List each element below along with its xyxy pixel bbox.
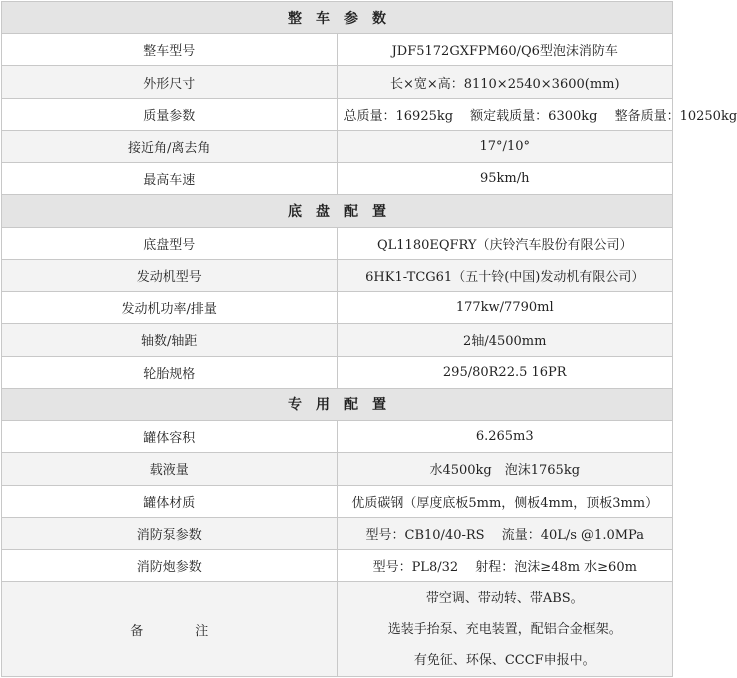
row-value: 177kw/7790ml	[337, 292, 673, 324]
table-row	[2, 453, 673, 485]
section-header-chassis	[2, 195, 673, 227]
row-value: QL1180EQFRY（庆铃汽车股份有限公司）	[337, 227, 673, 259]
remarks-line: 有免征、环保、CCCF申报中。	[413, 652, 596, 668]
row-label: 接近角/离去角	[2, 130, 338, 162]
section-title: 底 盘 配 置	[2, 195, 673, 227]
section-title: 整 车 参 数	[2, 2, 673, 34]
row-value: JDF5172GXFPM60/Q6型泡沫消防车	[337, 34, 673, 66]
row-value: 长×宽×高：8110×2540×3600(mm)	[337, 66, 673, 98]
section-title: 专 用 配 置	[2, 388, 673, 420]
table-row	[2, 292, 673, 324]
row-label: 罐体材质	[2, 485, 338, 517]
table-row	[2, 259, 673, 291]
row-label: 发动机型号	[2, 259, 338, 291]
row-value: 17°/10°	[337, 130, 673, 162]
table-row	[2, 549, 673, 581]
row-label: 消防炮参数	[2, 549, 338, 581]
table-row	[2, 227, 673, 259]
table-row	[2, 517, 673, 549]
row-label: 罐体容积	[2, 421, 338, 453]
remarks-line: 选装手抬泵、充电装置，配铝合金框架。	[387, 621, 622, 637]
row-value: 型号：CB10/40-RS 流量：40L/s @1.0MPa	[337, 517, 673, 549]
table-row	[2, 356, 673, 388]
table-row	[2, 130, 673, 162]
row-value: 6.265m3	[337, 421, 673, 453]
row-value: 水4500kg 泡沫1765kg	[337, 453, 673, 485]
section-header-special	[2, 388, 673, 420]
row-label: 外形尺寸	[2, 66, 338, 98]
row-value: 优质碳钢（厚度底板5mm，侧板4mm，顶板3mm）	[337, 485, 673, 517]
row-value: 总质量：16925kg 额定载质量：6300kg 整备质量：10250kg	[337, 98, 673, 130]
row-label: 轴数/轴距	[2, 324, 338, 356]
remarks-line: 带空调、带动转、带ABS。	[425, 590, 584, 606]
row-value: 6HK1-TCG61（五十铃(中国)发动机有限公司）	[337, 259, 673, 291]
table-row	[2, 485, 673, 517]
section-header-vehicle	[2, 2, 673, 34]
row-value: 2轴/4500mm	[337, 324, 673, 356]
spec-table	[1, 1, 737, 677]
remarks-label: 备 注	[2, 582, 338, 677]
row-label: 最高车速	[2, 163, 338, 195]
row-label: 载液量	[2, 453, 338, 485]
row-label: 发动机功率/排量	[2, 292, 338, 324]
table-row	[2, 421, 673, 453]
remarks-value	[337, 582, 673, 677]
table-row	[2, 66, 673, 98]
row-label: 轮胎规格	[2, 356, 338, 388]
table-row	[2, 34, 673, 66]
table-row	[2, 98, 673, 130]
row-label: 整车型号	[2, 34, 338, 66]
row-label: 质量参数	[2, 98, 338, 130]
row-label: 消防泵参数	[2, 517, 338, 549]
row-label: 底盘型号	[2, 227, 338, 259]
row-value: 型号：PL8/32 射程：泡沫≥48m 水≥60m	[337, 549, 673, 581]
row-value: 295/80R22.5 16PR	[337, 356, 673, 388]
row-value: 95km/h	[337, 163, 673, 195]
table-row	[2, 324, 673, 356]
table-row	[2, 163, 673, 195]
remarks-row	[2, 582, 673, 677]
